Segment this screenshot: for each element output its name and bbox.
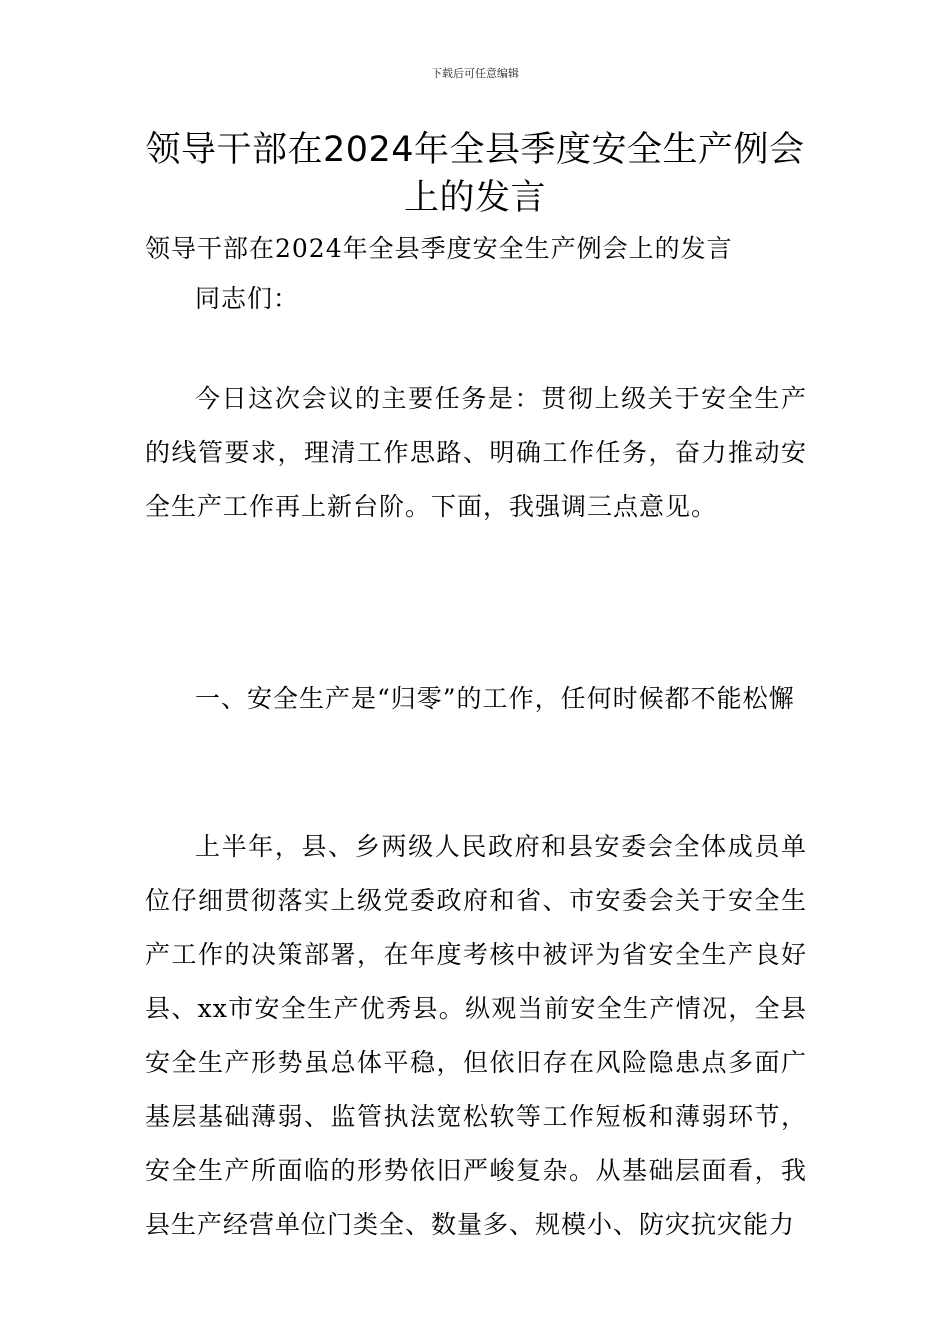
document-subtitle: 领导干部在2024年全县季度安全生产例会上的发言 xyxy=(145,234,733,263)
section-heading-1: 一、安全生产是“归零”的工作，任何时候都不能松懈 xyxy=(195,684,795,713)
greeting: 同志们： xyxy=(195,284,300,313)
document-title: 领导干部在2024年全县季度安全生产例会上的发言 xyxy=(145,130,805,218)
paragraph-intro: 今日这次会议的主要任务是：贯彻上级关于安全生产的线管要求，理清工作思路、明确工作任务，奋力推动安全生产工作再上新台阶。下面，我强调三点意见。 xyxy=(145,384,807,521)
paragraph-body: 上半年，县、乡两级人民政府和县安委会全体成员单位仔细贯彻落实上级党委政府和省、市安委会关于安全生产工作的决策部署，在年度考核中被评为省安全生产良好县、xx市安全生产优秀县。纵观当前安全生产情况，全县安全生产形势虽总体平稳，但依旧存在风险隐患点多面广基层基础薄弱、监管执法宽松软等工作短板和薄弱环节，安全生产所面临的形势依旧严峻复杂。从基础层面看，我县生产经营单位门类全、数量多、规模小、防灾抗灾能力 xyxy=(145,832,807,1239)
header-note: 下载后可任意编辑 xyxy=(431,67,519,80)
